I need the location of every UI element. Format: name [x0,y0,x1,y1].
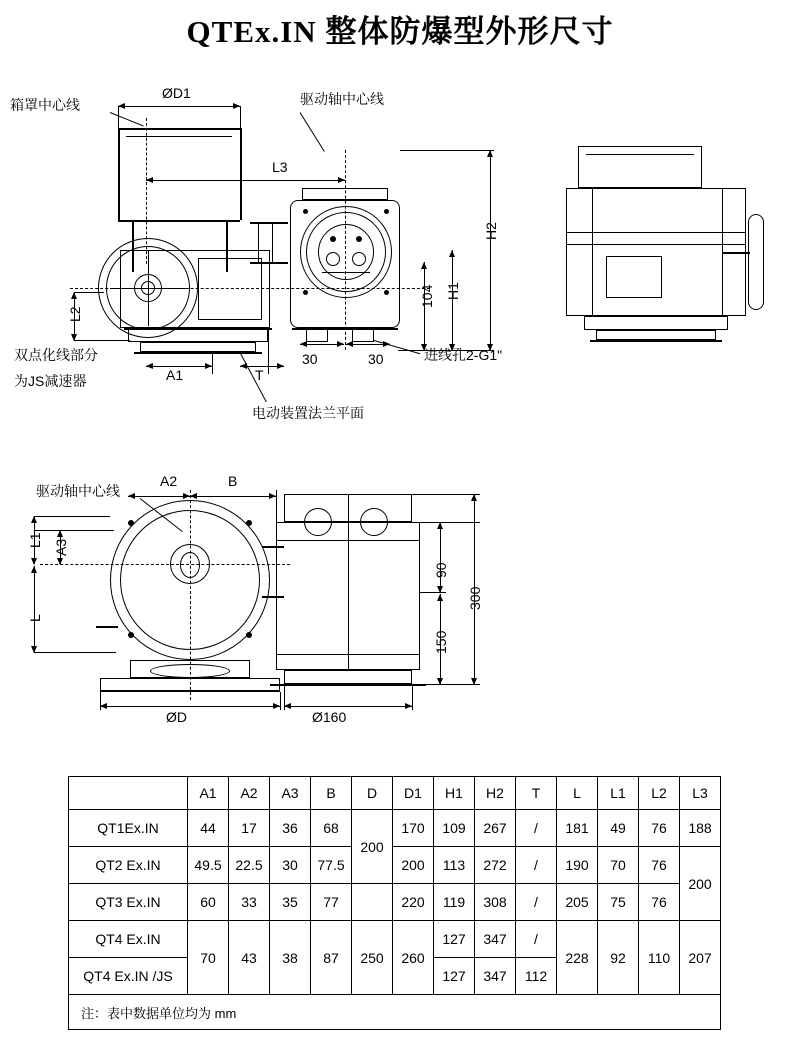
cell-model: QT3 Ex.IN [69,884,188,921]
dim-a2-line [128,496,190,497]
dim-h2-arrow-up [487,150,493,157]
cell-h1: 127 [434,958,475,995]
dimension-table [68,776,721,1030]
label-30-left: 30 [302,351,318,367]
cell-a2-merged: 43 [229,921,270,995]
cell-a2: 33 [229,884,270,921]
centerline-cover-vertical [146,118,147,264]
side-base-plate [584,316,728,330]
label-104: 104 [419,284,435,308]
cell-t: / [516,921,557,958]
header-d1: D1 [393,777,434,810]
label-dashed-note-2: 为JS减速器 [14,373,87,389]
cell-l3: 188 [680,810,721,847]
header-l: L [557,777,598,810]
cell-a3: 30 [270,847,311,884]
dim-l2-ext-top [74,292,104,293]
dial-screw-tl [303,209,308,214]
cell-h1: 127 [434,921,475,958]
label-d: ØD [166,709,187,725]
cell-a3: 36 [270,810,311,847]
cell-h1: 119 [434,884,475,921]
cover-top-edge [118,128,240,130]
cell-h2: 308 [475,884,516,921]
label-l: L [27,614,43,622]
label-a2: A2 [160,473,178,489]
cable-entry-right [352,328,374,342]
dial-knob-left [326,252,340,266]
cable-entry-left [306,328,328,342]
header-a2: A2 [229,777,270,810]
dim-b-line [190,496,276,497]
header-h1: H1 [434,777,475,810]
header-h2: H2 [475,777,516,810]
label-drive-shaft-center-top: 驱动轴中心线 [300,91,384,107]
dim-160-ext-l [284,684,285,710]
dial-dot-2 [356,236,362,242]
label-dashed-note-1: 双点化线部分 [14,347,98,363]
dim-a3-arrow-d [57,558,63,565]
dim-d1-ext-right [240,106,241,128]
dim-a2-arrow-l [128,493,135,499]
table-row [69,921,721,958]
cell-b: 68 [311,810,352,847]
cover-inner-line [126,136,232,137]
dim-b-ext [276,490,277,524]
label-a1: A1 [166,367,184,383]
cell-l3-merged: 200 [680,847,721,921]
dim-l-line [34,566,35,652]
dim-90-ext-top [420,522,480,523]
dim-t-arrow-right [277,363,284,369]
connector-rib2 [272,222,273,262]
plan-motor-centerline [348,494,349,670]
table-row [69,847,721,884]
side-base-flange [596,330,716,340]
plan-link-bottom [262,596,284,598]
dim-d1-arrow-right [233,103,240,109]
dim-a3-ext-top [34,530,114,531]
side-base-bottom [590,340,722,342]
plan-motor-port-right [360,508,388,536]
cell-h2: 272 [475,847,516,884]
label-a3: A3 [53,538,69,556]
side-body-line2 [566,244,746,245]
header-a3: A3 [270,777,311,810]
dim-a3-arrow-u [57,530,63,537]
dim-l3-arrow-right [338,177,345,183]
dim-160-arrow-r [405,703,412,709]
centerline-drive-shaft-top [345,150,346,350]
side-handwheel-edge [748,214,764,310]
cell-l: 205 [557,884,598,921]
dim-d-line [100,706,280,707]
table-note-row [69,995,721,1030]
cell-d1: 220 [393,884,434,921]
header-b: B [311,777,352,810]
label-l3: L3 [272,159,288,175]
cell-l2-merged: 110 [639,921,680,995]
cell-h2: 267 [475,810,516,847]
plan-bolt-bl [128,632,134,638]
dial-screw-br [384,290,389,295]
dim-300-arrow-u [471,494,477,501]
dim-t-ext [268,330,269,374]
label-h2: H2 [483,222,499,240]
dim-d-ext-r [280,692,281,710]
connector-bottom [250,262,288,264]
cell-a2: 22.5 [229,847,270,884]
cell-a1-merged: 70 [188,921,229,995]
cell-b: 77 [311,884,352,921]
cell-d1: 170 [393,810,434,847]
dim-90-arrow-u [437,522,443,529]
cell-l2: 76 [639,847,680,884]
dial-dot-1 [330,236,336,242]
plan-bolt-tr [246,520,252,526]
cell-h2: 347 [475,921,516,958]
connector-top [250,222,288,224]
side-cover-inner [586,154,694,155]
label-90: 90 [433,562,449,578]
cell-l3-merged-2: 207 [680,921,721,995]
table-header-row [69,777,721,810]
base-plate [128,328,268,342]
cell-a3: 35 [270,884,311,921]
base-bottom [134,352,262,354]
dim-160-arrow-l [284,703,291,709]
cell-t: / [516,810,557,847]
base-flange [140,342,256,352]
dim-l1-ext-top [34,516,110,517]
dim-l1-arrow-u [31,516,37,523]
cell-l1: 49 [598,810,639,847]
dial-screw-tr [384,209,389,214]
dim-l2-ext-bottom [74,340,130,341]
page-title: QTEx.IN 整体防爆型外形尺寸 [186,14,614,49]
label-flange-plane: 电动装置法兰平面 [252,405,364,421]
cell-t: 112 [516,958,557,995]
cell-a2: 17 [229,810,270,847]
connector-rib1 [258,222,259,262]
cover-right-edge [240,128,242,220]
label-l1: L1 [27,532,43,548]
cell-d-merged-2: 250 [352,921,393,995]
dim-a1-ext [212,352,213,374]
dial-divider [322,272,370,273]
label-30-right: 30 [368,351,384,367]
label-d1: ØD1 [162,85,191,101]
dim-90-line [440,522,441,592]
centerline-plan-vertical [190,490,191,700]
label-h1: H1 [445,282,461,300]
dim-d-ext-l [100,692,101,710]
dim-l2-arrow-up [71,292,77,299]
side-window [606,256,662,298]
side-body-line1 [566,232,746,233]
cell-a1: 44 [188,810,229,847]
plan-nipple [96,626,118,628]
dim-30-right-arrow-l [346,341,353,347]
dim-a1-arrow-right [205,363,212,369]
centerline-top-horizontal [70,288,430,289]
table-note: 注：表中数据单位均为 mm [69,995,721,1030]
label-b: B [228,473,238,489]
cell-l1-merged: 92 [598,921,639,995]
header-t: T [516,777,557,810]
cell-t: / [516,847,557,884]
dim-l-ext-bottom [34,652,116,653]
cell-l-merged: 228 [557,921,598,995]
dim-h1-line [452,250,453,350]
cell-l2: 76 [639,884,680,921]
label-cover-center: 箱罩中心线 [10,97,80,113]
dim-l3-line [146,180,345,181]
cell-l1: 70 [598,847,639,884]
dim-h2-line [490,150,491,350]
plan-motor-foot-line [270,684,426,686]
leader-drive-shaft-top [300,112,325,152]
cell-l2: 76 [639,810,680,847]
centerline-plan-horizontal [40,564,290,565]
cell-b: 77.5 [311,847,352,884]
cell-a1: 49.5 [188,847,229,884]
label-cable-entry: 进线孔2-G1" [424,347,503,363]
cover-left-edge [118,128,120,220]
dim-l1-arrow-d [31,558,37,565]
dim-b-arrow-r [269,493,276,499]
dim-d1-arrow-left [118,103,125,109]
dim-h2-ext-top [400,150,494,151]
dim-l3-arrow-left [146,177,153,183]
dim-104-arrow-up [421,262,427,269]
dim-b-arrow-l [190,493,197,499]
plan-motor-foot [284,670,412,684]
gear-body-inner [198,258,262,320]
label-drive-shaft-center-bottom: 驱动轴中心线 [36,483,120,499]
dim-160-ext-r [412,684,413,710]
dial-knob-right [352,252,366,266]
plan-link-top [262,546,284,548]
cell-l1: 75 [598,884,639,921]
dim-300-ext-top [412,494,480,495]
cell-l: 181 [557,810,598,847]
cell-model: QT4 Ex.IN /JS [69,958,188,995]
cell-h1: 113 [434,847,475,884]
side-body-rib1 [592,188,593,316]
plan-bolt-tl [128,520,134,526]
side-shaft [722,252,750,254]
cell-model: QT1Ex.IN [69,810,188,847]
dim-d-arrow-r [273,703,280,709]
cell-a1: 60 [188,884,229,921]
header-l1: L1 [598,777,639,810]
side-cover [578,146,702,188]
label-300: 300 [467,586,483,610]
header-l3: L3 [680,777,721,810]
dim-30-left-arrow-l [300,341,307,347]
header-d: D [352,777,393,810]
header-l2: L2 [639,777,680,810]
cell-l: 190 [557,847,598,884]
dim-h1-arrow-up [449,250,455,257]
label-t: T [255,367,264,383]
dim-90-ext-mid [420,592,446,593]
dial-screw-bl [303,290,308,295]
cell-d1-merged: 260 [393,921,434,995]
dim-30-left-arrow-r [337,341,344,347]
label-150: 150 [433,630,449,654]
cell-d1: 200 [393,847,434,884]
plan-motor-port-left [304,508,332,536]
dim-d-arrow-l [100,703,107,709]
plan-bolt-br [246,632,252,638]
cell-d-merged-1: 200 [352,810,393,884]
dim-d1-line [118,106,240,107]
cell-d [352,884,393,921]
cell-h1: 109 [434,810,475,847]
label-l2: L2 [67,306,83,322]
cell-b-merged: 87 [311,921,352,995]
dim-l-arrow-u [31,566,37,573]
table-row [69,810,721,847]
dim-150-arrow-u [437,594,443,601]
cover-bottom-edge [118,220,240,222]
dim-300-arrow-d [471,678,477,685]
header-model [69,777,188,810]
cell-h2: 347 [475,958,516,995]
cell-a3-merged: 38 [270,921,311,995]
leader-cover-center [110,112,144,126]
dim-160-line [284,706,412,707]
cell-model: QT2 Ex.IN [69,847,188,884]
cell-model: QT4 Ex.IN [69,921,188,958]
dim-a1-arrow-left [146,363,153,369]
label-160: Ø160 [312,709,347,725]
table-row [69,884,721,921]
dim-a2-arrow-r [183,493,190,499]
cell-t: / [516,884,557,921]
header-a1: A1 [188,777,229,810]
